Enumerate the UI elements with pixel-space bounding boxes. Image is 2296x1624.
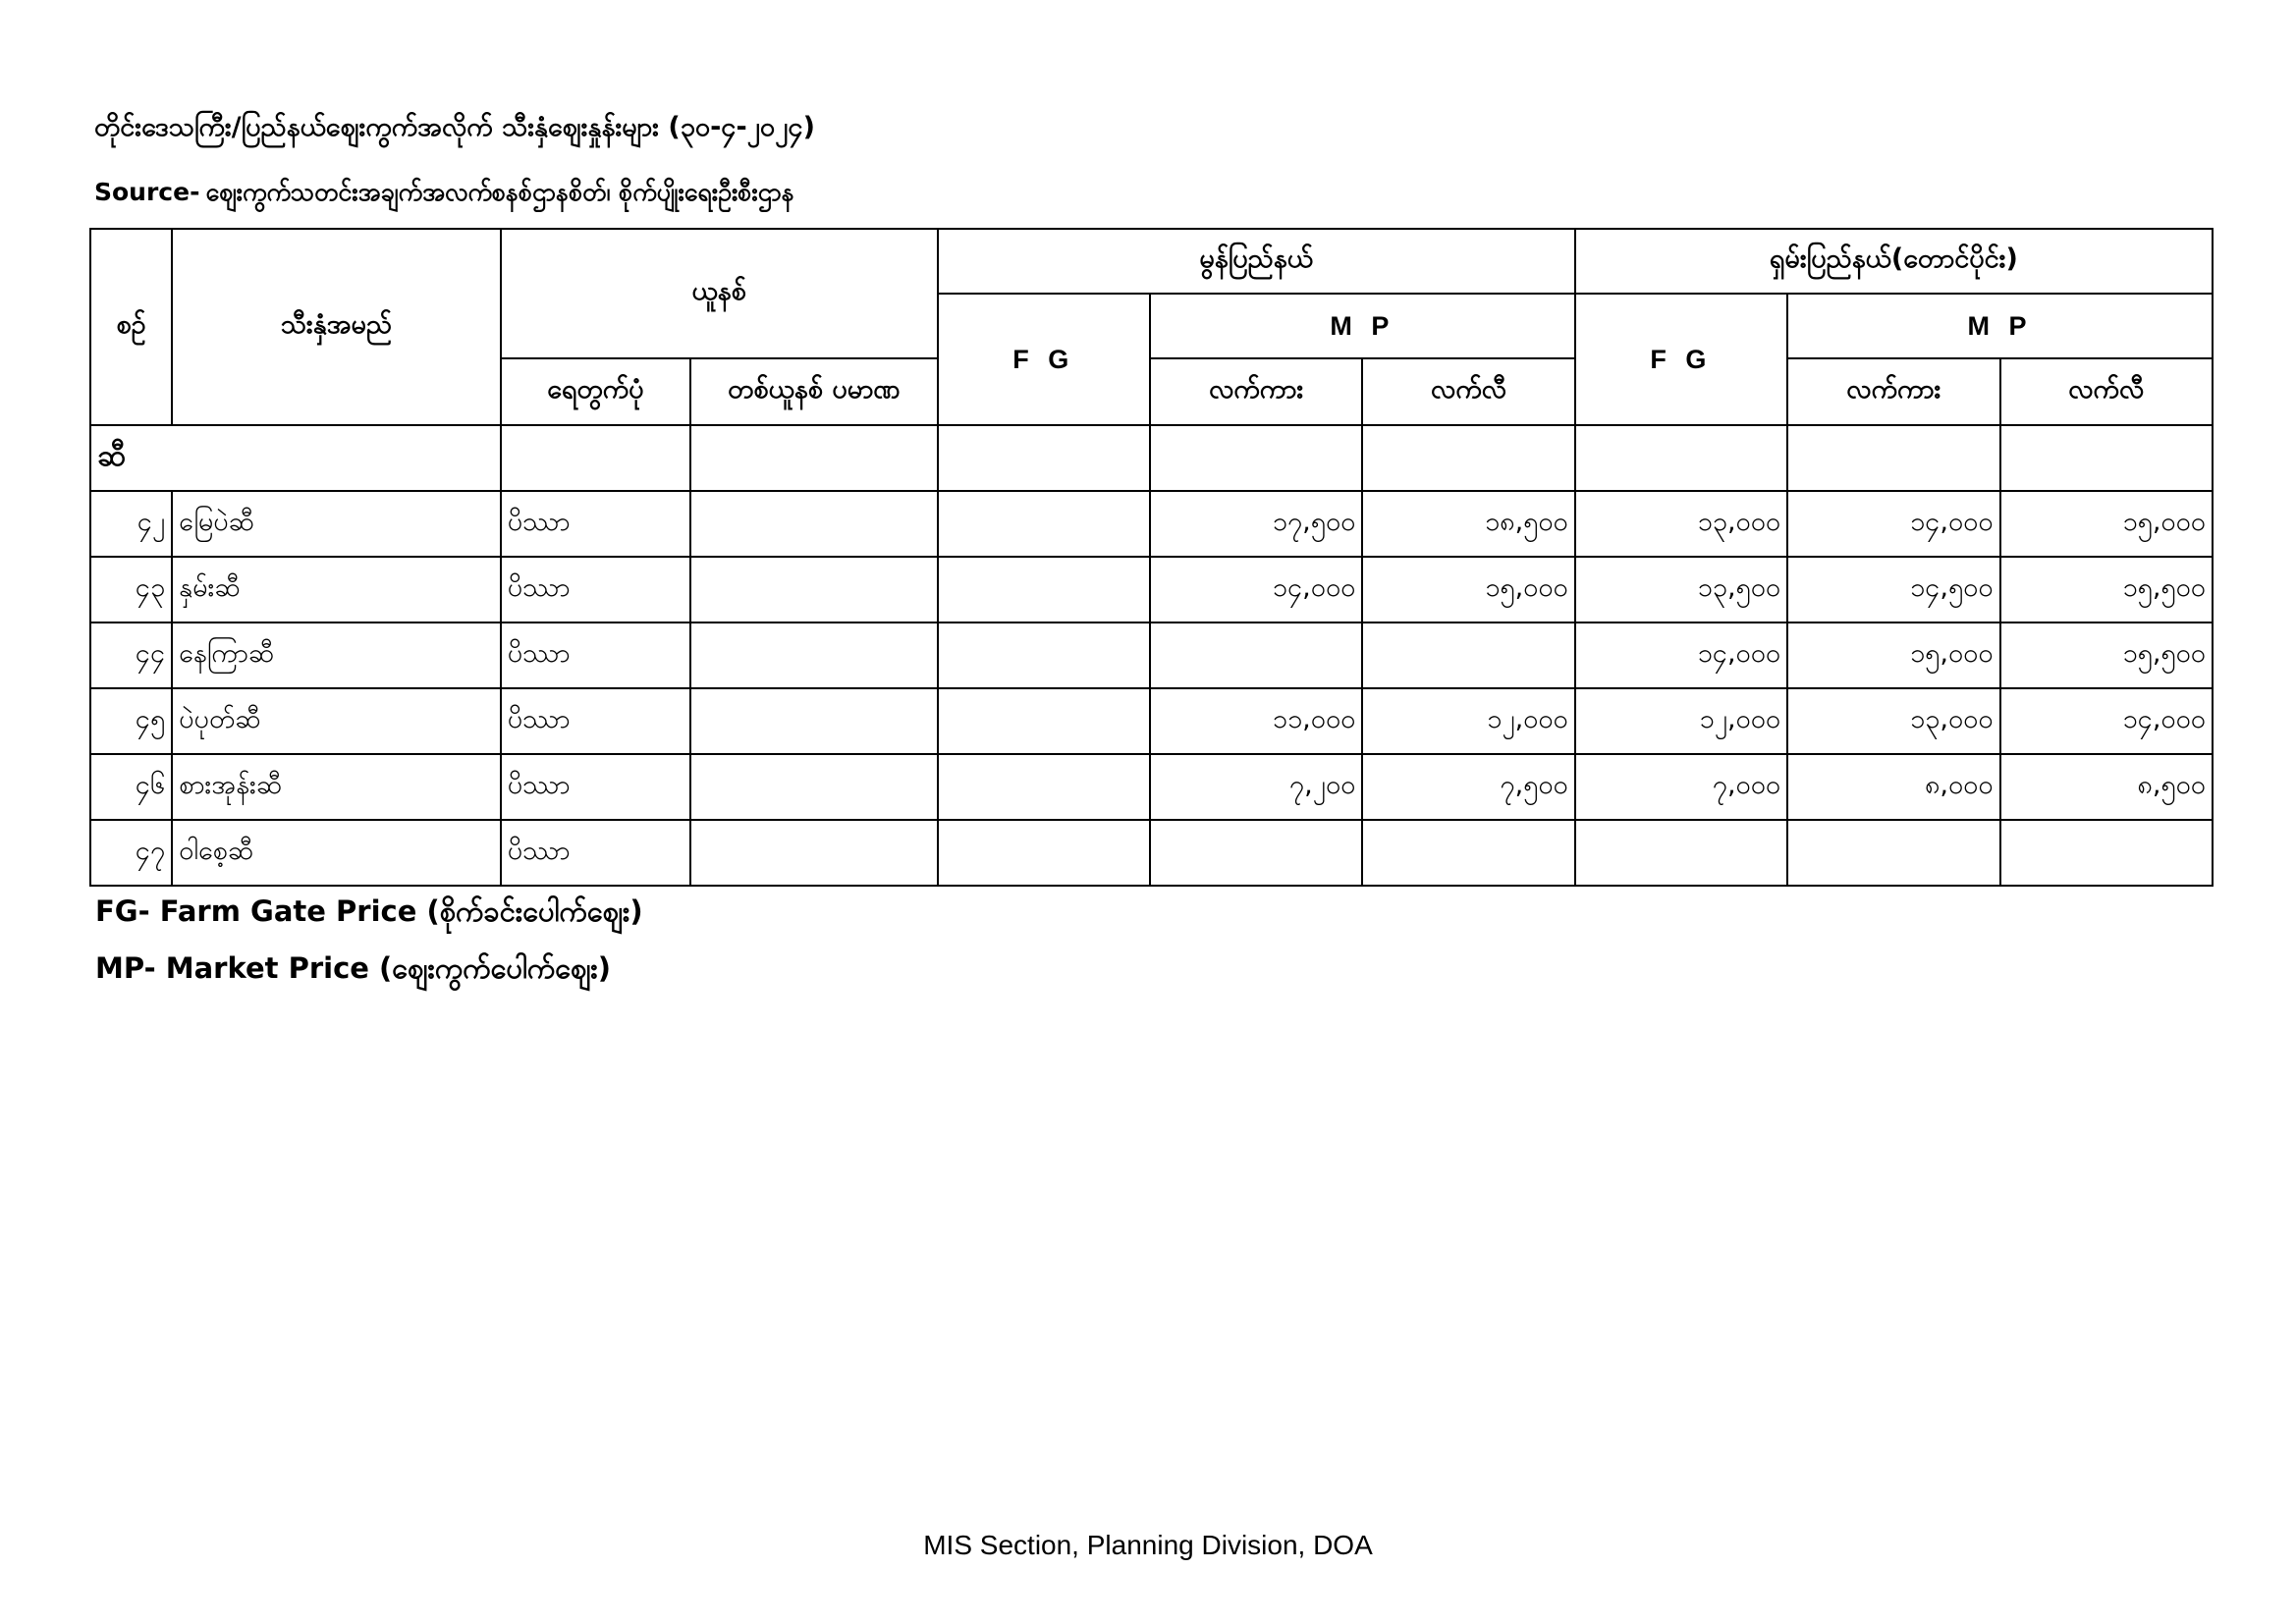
table-row xyxy=(90,820,2213,886)
row-mon-wholesale: ၁၁,၀၀၀ xyxy=(1150,688,1362,754)
row-shan-fg xyxy=(1575,820,1787,886)
row-mon-retail xyxy=(1362,623,1574,688)
header-mon-retail: လက်လီ xyxy=(1362,358,1574,425)
row-mon-fg xyxy=(938,623,1150,688)
row-mon-wholesale xyxy=(1150,820,1362,886)
header-mon-mp: M P xyxy=(1150,294,1575,358)
row-shan-fg: ၁၂,၀၀၀ xyxy=(1575,688,1787,754)
table-row xyxy=(90,623,2213,688)
header-region-shan: ရှမ်းပြည်နယ်(တောင်ပိုင်း) xyxy=(1575,229,2213,294)
row-shan-retail: ၁၅,၅၀၀ xyxy=(2000,557,2213,623)
row-unit: ပိဿာ xyxy=(501,820,690,886)
table-row xyxy=(90,754,2213,820)
row-shan-wholesale: ၁၄,၅၀၀ xyxy=(1787,557,1999,623)
row-no: ၄၅ xyxy=(90,688,172,754)
row-mon-wholesale: ၁၄,၀၀၀ xyxy=(1150,557,1362,623)
row-no: ၄၄ xyxy=(90,623,172,688)
row-mon-fg xyxy=(938,491,1150,557)
price-table xyxy=(89,228,2214,887)
row-shan-retail xyxy=(2000,820,2213,886)
legend-fg: FG- Farm Gate Price (စိုက်ခင်းပေါက်ဈေး) xyxy=(95,894,643,928)
row-unit: ပိဿာ xyxy=(501,557,690,623)
row-crop-name: စားအုန်းဆီ xyxy=(172,754,501,820)
row-crop-name: နေကြာဆီ xyxy=(172,623,501,688)
row-shan-retail: ၁၅,၀၀၀ xyxy=(2000,491,2213,557)
row-crop-name: ဝါစေ့ဆီ xyxy=(172,820,501,886)
row-mon-fg xyxy=(938,754,1150,820)
header-shan-wholesale: လက်ကား xyxy=(1787,358,1999,425)
row-no: ၄၂ xyxy=(90,491,172,557)
row-mon-wholesale: ၇,၂၀၀ xyxy=(1150,754,1362,820)
row-crop-name: ပဲပုတ်ဆီ xyxy=(172,688,501,754)
row-mon-wholesale xyxy=(1150,623,1362,688)
page-footer: MIS Section, Planning Division, DOA xyxy=(923,1530,1373,1560)
row-unit: ပိဿာ xyxy=(501,491,690,557)
row-no: ၄၃ xyxy=(90,557,172,623)
row-shan-fg: ၁၃,၀၀၀ xyxy=(1575,491,1787,557)
row-shan-wholesale: ၁၃,၀၀၀ xyxy=(1787,688,1999,754)
row-mon-retail: ၁၅,၀၀၀ xyxy=(1362,557,1574,623)
row-mon-fg xyxy=(938,557,1150,623)
row-mon-retail: ၇,၅၀၀ xyxy=(1362,754,1574,820)
row-qty xyxy=(690,820,937,886)
source-text: ဈေးကွက်သတင်းအချက်အလက်စနစ်ဌာနစိတ်၊ စိုက်ပျိုးရေးဦးစီးဌာန xyxy=(205,178,794,206)
header-unit-per: တစ်ယူနစ် ပမာဏ xyxy=(690,358,937,425)
source-label: Source- xyxy=(94,178,200,206)
row-shan-wholesale xyxy=(1787,820,1999,886)
header-no: စဉ် xyxy=(90,229,172,425)
header-shan-retail: လက်လီ xyxy=(2000,358,2213,425)
row-mon-fg xyxy=(938,688,1150,754)
row-crop-name: မြေပဲဆီ xyxy=(172,491,501,557)
header-region-mon: မွန်ပြည်နယ် xyxy=(938,229,1575,294)
row-qty xyxy=(690,491,937,557)
row-shan-wholesale: ၈,၀၀၀ xyxy=(1787,754,1999,820)
table-row xyxy=(90,557,2213,623)
table-row xyxy=(90,491,2213,557)
row-crop-name: နှမ်းဆီ xyxy=(172,557,501,623)
row-unit: ပိဿာ xyxy=(501,688,690,754)
row-qty xyxy=(690,688,937,754)
header-mon-fg: F G xyxy=(938,294,1150,425)
header-mon-wholesale: လက်ကား xyxy=(1150,358,1362,425)
row-qty xyxy=(690,557,937,623)
header-shan-mp: M P xyxy=(1787,294,2213,358)
row-shan-retail: ၁၄,၀၀၀ xyxy=(2000,688,2213,754)
row-shan-fg: ၁၃,၅၀၀ xyxy=(1575,557,1787,623)
row-qty xyxy=(690,623,937,688)
page-title: တိုင်းဒေသကြီး/ပြည်နယ်ဈေးကွက်အလိုက် သီးနှံဈေးနှုန်းများ (၃၀-၄-၂၀၂၄) xyxy=(94,112,815,142)
header-unit-measure: ရေတွက်ပုံ xyxy=(501,358,690,425)
row-mon-retail: ၁၂,၀၀၀ xyxy=(1362,688,1574,754)
row-shan-wholesale: ၁၅,၀၀၀ xyxy=(1787,623,1999,688)
header-unit: ယူနစ် xyxy=(501,229,938,358)
row-mon-fg xyxy=(938,820,1150,886)
category-label: ဆီ xyxy=(90,425,501,491)
row-shan-retail: ၈,၅၀၀ xyxy=(2000,754,2213,820)
legend-mp: MP- Market Price (ဈေးကွက်ပေါက်ဈေး) xyxy=(95,951,612,985)
header-crop-name: သီးနှံအမည် xyxy=(172,229,501,425)
row-shan-wholesale: ၁၄,၀၀၀ xyxy=(1787,491,1999,557)
row-no: ၄၇ xyxy=(90,820,172,886)
row-unit: ပိဿာ xyxy=(501,623,690,688)
row-mon-wholesale: ၁၇,၅၀၀ xyxy=(1150,491,1362,557)
row-shan-fg: ၁၄,၀၀၀ xyxy=(1575,623,1787,688)
row-qty xyxy=(690,754,937,820)
category-row xyxy=(90,425,2213,491)
row-shan-fg: ၇,၀၀၀ xyxy=(1575,754,1787,820)
row-unit: ပိဿာ xyxy=(501,754,690,820)
table-row xyxy=(90,688,2213,754)
row-no: ၄၆ xyxy=(90,754,172,820)
source-line xyxy=(94,177,794,213)
row-mon-retail xyxy=(1362,820,1574,886)
header-shan-fg: F G xyxy=(1575,294,1787,425)
row-mon-retail: ၁၈,၅၀၀ xyxy=(1362,491,1574,557)
row-shan-retail: ၁၅,၅၀၀ xyxy=(2000,623,2213,688)
